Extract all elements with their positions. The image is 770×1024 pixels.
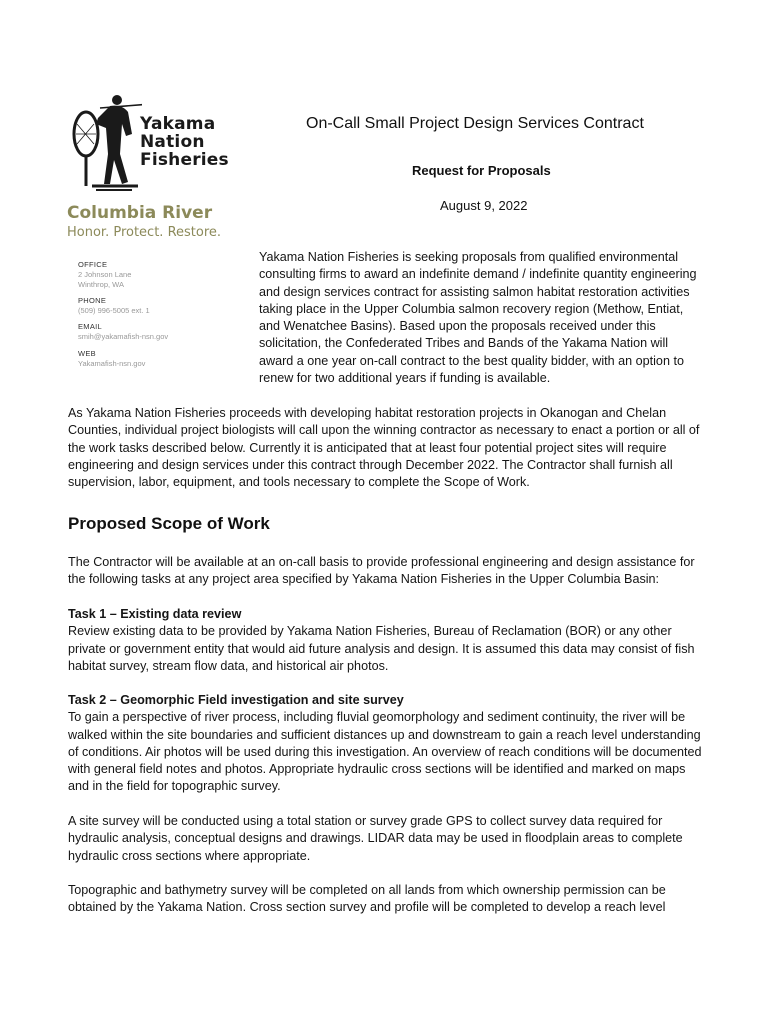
- email-label: EMAIL: [78, 322, 103, 331]
- sidebar-region: Columbia River: [67, 203, 213, 223]
- task2-section: [68, 692, 704, 796]
- web-value[interactable]: Yakamafish-nsn.gov: [78, 359, 146, 368]
- web-label: WEB: [78, 349, 96, 358]
- intro-paragraph: Yakama Nation Fisheries is seeking proposals from qualified environmental consulting firms to award an indefinite demand / indefinite quantity engineering and design services contract for assisting salmon habitat restoration activities taking place in the Upper Columbia salmon recovery region (Methow, Entiat, and Wenatchee Basins). Based upon the proposals received under this solicitation, the Confederated Tribes and Bands of the Yakama Nation will award a one year on-call contract to the best quality bidder, with an option to renew for two additional years if funding is available.: [259, 250, 697, 386]
- task1-heading: Task 1 – Existing data review: [68, 607, 242, 621]
- document-date: August 9, 2022: [440, 198, 528, 213]
- office-label: OFFICE: [78, 260, 108, 269]
- fisherman-icon: [72, 94, 142, 194]
- scope-heading: Proposed Scope of Work: [68, 514, 270, 533]
- document-title: On-Call Small Project Design Services Contract: [306, 115, 644, 132]
- web-block: [78, 349, 145, 369]
- phone-block: [78, 296, 150, 316]
- sidebar-tagline: Honor. Protect. Restore.: [67, 225, 222, 240]
- task2-text: To gain a perspective of river process, including fluvial geomorphology and sediment continuity, the river will be walked within the site boundaries and sufficient distances up and downstream to gain a reach level understanding of conditions. Air photos will be used during this investigation. An overview of reach conditions will be documented with general field notes and photos. Appropriate hydraulic cross sections will be identified and marked on maps and in the field for topographic survey.: [68, 710, 702, 794]
- logo-word-nation: Nation: [140, 132, 205, 152]
- office-block: [78, 260, 131, 290]
- yakama-nation-fisheries-logo: [72, 94, 242, 194]
- task1-section: [68, 606, 704, 675]
- email-block: [78, 322, 168, 342]
- task2-heading: Task 2 – Geomorphic Field investigation and site survey: [68, 693, 404, 707]
- office-line2: Winthrop, WA: [78, 280, 124, 289]
- logo-word-yakama: Yakama: [140, 114, 216, 134]
- overview-paragraph: As Yakama Nation Fisheries proceeds with developing habitat restoration projects in Okanogan and Chelan Counties, individual project biologists will call upon the winning contractor as necessary to enact a portion or all of the work tasks described below. Currently it is anticipated that at least four potential project sites will require engineering and design services under this contract through December 2022. The Contractor shall furnish all supervision, labor, equipment, and tools necessary to complete the Scope of Work.: [68, 406, 700, 490]
- task1-text: Review existing data to be provided by Yakama Nation Fisheries, Bureau of Reclamation (BOR) or any other private or government entity that would aid future analysis and design. It is assumed this data may consist of fish habitat survey, stream flow data, and historical air photos.: [68, 624, 695, 673]
- phone-value: (509) 996-5005 ext. 1: [78, 306, 150, 315]
- scope-intro-paragraph: The Contractor will be available at an on-call basis to provide professional engineering and design assistance for the following tasks at any project area specified by Yakama Nation Fisheries in the Upper Columbia Basin:: [68, 555, 695, 587]
- logo-word-fisheries: Fisheries: [140, 150, 229, 170]
- task2-topographic-paragraph: Topographic and bathymetry survey will be completed on all lands from which ownership permission can be obtained by the Yakama Nation. Cross section survey and profile will be completed to develop a reach level: [68, 883, 666, 915]
- task2-survey-paragraph: A site survey will be conducted using a total station or survey grade GPS to collect survey data required for hydraulic analysis, conceptual designs and drawings. LIDAR data may be used in floodplain areas to complete hydraulic cross sections where appropriate.: [68, 814, 683, 863]
- document-subtitle: Request for Proposals: [412, 163, 551, 178]
- phone-label: PHONE: [78, 296, 107, 305]
- office-line1: 2 Johnson Lane: [78, 270, 132, 279]
- email-value[interactable]: smih@yakamafish-nsn.gov: [78, 332, 169, 341]
